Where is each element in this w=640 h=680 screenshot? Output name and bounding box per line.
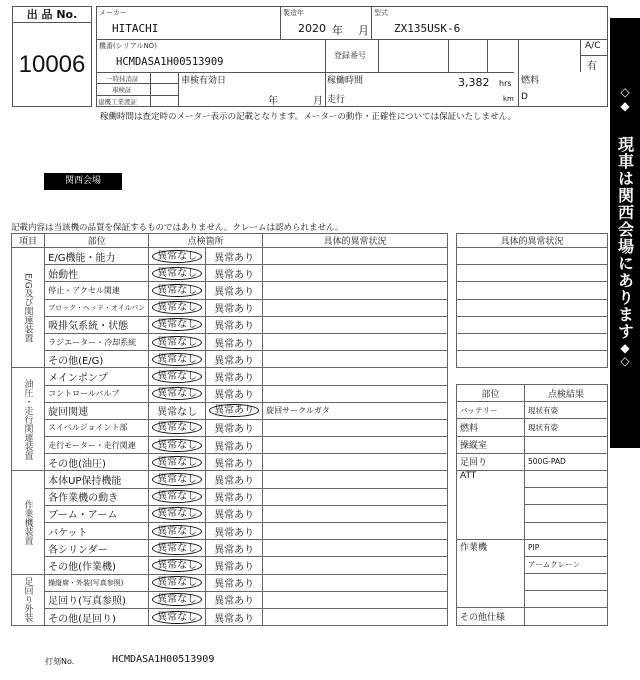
abnormal-detail	[263, 351, 448, 368]
filled-diamond-icon: ◆	[620, 99, 630, 113]
stamp-number-value: HCMDASA1H00513909	[112, 654, 215, 665]
status-normal-option	[149, 333, 206, 350]
inspection-row	[12, 282, 448, 299]
category-label: E/G及び関連装置	[12, 248, 45, 368]
abnormal-detail	[263, 368, 448, 385]
abnormal-detail-table	[456, 233, 608, 368]
status-normal-option	[149, 505, 206, 522]
status-abnormal-option	[206, 557, 263, 574]
abnormal-label: 異常あり	[214, 458, 255, 470]
status-normal-option	[149, 557, 206, 574]
status-normal-option	[149, 385, 206, 402]
status-abnormal-option	[206, 351, 263, 368]
status-abnormal-option	[206, 402, 263, 419]
result-value	[525, 522, 608, 539]
abnormal-label: 異常あり	[214, 390, 255, 402]
status-normal-option	[149, 351, 206, 368]
year-value: 2020	[298, 22, 326, 35]
abnormal-detail	[263, 557, 448, 574]
result-part: その他仕様	[457, 608, 525, 625]
status-abnormal-option	[206, 488, 263, 505]
abnormal-detail	[263, 591, 448, 608]
inspection-row	[12, 265, 448, 282]
inspection-row	[12, 248, 448, 265]
status-abnormal-option	[206, 299, 263, 316]
part-name: その他(油圧)	[45, 454, 149, 471]
status-abnormal-option	[206, 574, 263, 591]
result-value	[525, 488, 608, 505]
result-value	[525, 470, 608, 487]
result-part: 作業機	[457, 539, 525, 608]
year-label: 製造年	[283, 9, 304, 17]
abnormal-label: 異常あり	[214, 613, 255, 625]
travel-unit: km	[503, 95, 514, 103]
ac-value: 有	[587, 61, 597, 72]
normal-label: 異常なし	[152, 559, 202, 572]
abnormal-detail-row	[457, 351, 608, 368]
maker-value: HITACHI	[112, 22, 159, 35]
normal-label: 異常なし	[152, 490, 202, 503]
normal-label: 異常なし	[152, 387, 202, 400]
result-value	[525, 436, 608, 453]
maker-label: メーカー	[99, 9, 127, 17]
abnormal-detail	[263, 523, 448, 540]
result-header-result: 点検結果	[525, 385, 608, 402]
normal-label: 異常なし	[152, 473, 202, 486]
lot-number-box	[12, 6, 92, 107]
abnormal-label: 異常あり	[214, 321, 255, 333]
inspection-row	[12, 505, 448, 522]
status-abnormal-option	[206, 437, 263, 454]
location-banner-text: 現車は関西会場にあります	[615, 136, 635, 340]
model-value: ZX135USK-6	[394, 22, 461, 35]
inspection-table	[11, 233, 448, 626]
abnormal-label: 異常あり	[214, 476, 255, 488]
abnormal-label: 異常あり	[214, 527, 255, 539]
status-normal-option	[149, 419, 206, 436]
status-abnormal-option	[206, 248, 263, 265]
result-header-part: 部位	[457, 385, 525, 402]
result-value: アームクレーン	[525, 556, 608, 573]
abnormal-detail-row	[457, 316, 608, 333]
status-normal-option	[149, 282, 206, 299]
status-abnormal-option	[206, 316, 263, 333]
inspection-row	[12, 299, 448, 316]
result-row	[457, 539, 608, 556]
inspection-row	[12, 608, 448, 625]
result-row	[457, 470, 608, 487]
abnormal-detail-row	[457, 282, 608, 299]
abnormal-label: 異常あり	[214, 355, 255, 367]
status-normal-option	[149, 402, 206, 419]
part-name: 操縦席・外装(写真参照)	[45, 574, 149, 591]
result-value: 現状有姿	[525, 419, 608, 436]
status-normal-option	[149, 471, 206, 488]
part-name: その他(作業機)	[45, 557, 149, 574]
abnormal-label: 異常あり	[214, 596, 255, 608]
result-row	[457, 453, 608, 470]
abnormal-label: 異常あり	[214, 493, 255, 505]
normal-label: 異常なし	[152, 542, 202, 555]
abnormal-detail	[263, 299, 448, 316]
inspection-row	[12, 540, 448, 557]
result-value	[525, 505, 608, 522]
quality-disclaimer: 記載内容は当該機の品質を保証するものではありません。クレームは認められません。	[11, 223, 344, 233]
abnormal-label: 異常あり	[214, 372, 255, 384]
result-value: PIP	[525, 539, 608, 556]
status-normal-option	[149, 437, 206, 454]
status-normal-option	[149, 368, 206, 385]
status-abnormal-option	[206, 505, 263, 522]
normal-label: 異常なし	[152, 611, 202, 624]
part-name: ブロック・ヘッド・オイルパン	[45, 299, 149, 316]
inspection-row	[12, 557, 448, 574]
abnormal-detail	[263, 282, 448, 299]
location-banner	[610, 18, 640, 448]
abnormal-detail	[263, 471, 448, 488]
status-normal-option	[149, 574, 206, 591]
part-name: 本体UP保持機能	[45, 471, 149, 488]
header-part: 部位	[45, 234, 149, 248]
abnormal-detail-row	[457, 333, 608, 350]
normal-label: 異常なし	[152, 421, 202, 434]
normal-label: 異常なし	[152, 576, 202, 589]
abnormal-detail	[263, 454, 448, 471]
normal-label: 異常なし	[152, 456, 202, 469]
month-unit: 月	[358, 24, 369, 37]
result-part: ATT	[457, 470, 525, 539]
registration-label: 登録番号	[334, 51, 366, 60]
abnormal-label: 異常あり	[214, 424, 255, 436]
abnormal-detail	[263, 316, 448, 333]
abnormal-detail	[263, 540, 448, 557]
inspection-month-unit: 月	[313, 96, 323, 107]
status-normal-option	[149, 488, 206, 505]
part-name: ブーム・アーム	[45, 505, 149, 522]
year-unit: 年	[332, 24, 343, 37]
inspection-row	[12, 385, 448, 402]
status-abnormal-option	[206, 282, 263, 299]
abnormal-label: 異常あり	[214, 441, 255, 453]
serial-value: HCMDASA1H00513909	[116, 56, 224, 68]
hollow-diamond-icon: ◇	[620, 354, 630, 368]
abnormal-label: 異常あり	[214, 304, 255, 316]
abnormal-detail	[263, 265, 448, 282]
status-abnormal-option	[206, 385, 263, 402]
inspection-year-unit: 年	[268, 96, 278, 107]
result-part: 足回り	[457, 453, 525, 470]
hours-label: 稼働時間	[327, 76, 364, 86]
status-abnormal-option	[206, 523, 263, 540]
abnormal-label: 異常あり	[214, 286, 255, 298]
normal-label: 異常なし	[152, 250, 202, 263]
status-abnormal-option	[206, 540, 263, 557]
part-name: スイベルジョイント部	[45, 419, 149, 436]
normal-label: 異常なし	[152, 301, 202, 314]
part-name: 各シリンダー	[45, 540, 149, 557]
part-name: 走行モーター・走行関連	[45, 437, 149, 454]
abnormal-detail	[263, 505, 448, 522]
abnormal-label: 異常あり	[214, 252, 255, 264]
category-label: 足回り外装	[12, 574, 45, 626]
status-abnormal-option	[206, 265, 263, 282]
normal-label: 異常なし	[152, 507, 202, 520]
part-name: E/G機能・能力	[45, 248, 149, 265]
abnormal-label: 異常あり	[214, 338, 255, 350]
abnormal-detail-header: 具体的異常状況	[457, 234, 608, 248]
status-normal-option	[149, 540, 206, 557]
model-label: 型式	[374, 9, 388, 17]
inspection-row	[12, 471, 448, 488]
status-abnormal-option	[206, 368, 263, 385]
inspection-date-label: 車検有効日	[181, 76, 227, 86]
part-name: その他(足回り)	[45, 608, 149, 625]
result-part: バッテリー	[457, 402, 525, 419]
cert-machinery-label: 建機工業渡証	[98, 98, 137, 106]
result-part: 操縦室	[457, 436, 525, 453]
abnormal-detail	[263, 248, 448, 265]
part-name: 吸排気系統・状態	[45, 316, 149, 333]
part-name: 停止・アクセル関連	[45, 282, 149, 299]
status-abnormal-option	[206, 419, 263, 436]
abnormal-detail	[263, 333, 448, 350]
hours-disclaimer: 稼働時間は査定時のメーター表示の記載となります。メーターの動作・正確性については保証いたしません。	[100, 112, 517, 122]
venue-badge: 関西会場	[44, 173, 122, 190]
inspection-row	[12, 351, 448, 368]
normal-label: 異常なし	[152, 439, 202, 452]
abnormal-detail-row	[457, 299, 608, 316]
hours-unit: hrs	[499, 79, 512, 88]
abnormal-detail-row	[457, 248, 608, 265]
part-name: バケット	[45, 523, 149, 540]
result-part: 燃料	[457, 419, 525, 436]
status-normal-option	[149, 316, 206, 333]
abnormal-label: 異常あり	[214, 579, 255, 591]
normal-label: 異常なし	[152, 267, 202, 280]
status-abnormal-option	[206, 454, 263, 471]
hours-value: 3,382	[458, 76, 490, 89]
inspection-row	[12, 333, 448, 350]
abnormal-detail-row	[457, 265, 608, 282]
abnormal-detail	[263, 488, 448, 505]
inspection-table-header	[12, 234, 448, 248]
header-detail: 具体的異常状況	[263, 234, 448, 248]
abnormal-detail	[263, 437, 448, 454]
inspection-row	[12, 316, 448, 333]
status-abnormal-option	[206, 608, 263, 625]
abnormal-detail	[263, 419, 448, 436]
part-name: 各作業機の動き	[45, 488, 149, 505]
status-normal-option	[149, 265, 206, 282]
normal-label: 異常なし	[152, 318, 202, 331]
status-normal-option	[149, 608, 206, 625]
result-row	[457, 436, 608, 453]
normal-label: 異常なし	[152, 353, 202, 366]
abnormal-detail	[263, 608, 448, 625]
stamp-number-label: 打刻No.	[45, 657, 75, 666]
inspection-row	[12, 454, 448, 471]
category-label: 作業機装置	[12, 471, 45, 574]
result-value	[525, 608, 608, 625]
status-normal-option	[149, 591, 206, 608]
inspection-row	[12, 419, 448, 436]
status-normal-option	[149, 248, 206, 265]
abnormal-detail	[263, 574, 448, 591]
normal-label: 異常なし	[152, 525, 202, 538]
abnormal-label: 異常あり	[214, 269, 255, 281]
cert-inspection-label: 車検証	[112, 86, 132, 94]
result-row	[457, 608, 608, 625]
status-normal-option	[149, 454, 206, 471]
part-name: 始動性	[45, 265, 149, 282]
inspection-row	[12, 574, 448, 591]
part-name: 足回り(写真参照)	[45, 591, 149, 608]
status-abnormal-option	[206, 333, 263, 350]
abnormal-detail	[263, 385, 448, 402]
normal-label: 異常なし	[152, 336, 202, 349]
status-normal-option	[149, 523, 206, 540]
travel-label: 走行	[327, 95, 346, 105]
part-name: その他(E/G)	[45, 351, 149, 368]
serial-label: 機番(シリアルNO)	[99, 42, 157, 50]
part-name: メインポンプ	[45, 368, 149, 385]
fuel-value: D	[521, 92, 528, 102]
cert-temporary-label: 一時抹消証	[106, 75, 139, 83]
inspection-row	[12, 402, 448, 419]
lot-number: 10006	[18, 51, 86, 78]
filled-diamond-icon: ◆	[620, 341, 630, 355]
result-row	[457, 402, 608, 419]
inspection-row	[12, 488, 448, 505]
ac-label: A/C	[585, 41, 601, 51]
status-abnormal-option	[206, 471, 263, 488]
result-value	[525, 574, 608, 591]
status-abnormal-option	[206, 591, 263, 608]
part-name: ラジエーター・冷却系統	[45, 333, 149, 350]
abnormal-label: 異常あり	[214, 544, 255, 556]
abnormal-detail: 旋回サークルガタ	[263, 402, 448, 419]
result-value: 500G-PAD	[525, 453, 608, 470]
normal-label: 異常なし	[157, 407, 198, 419]
fuel-label: 燃料	[521, 76, 540, 86]
part-name: コントロールバルブ	[45, 385, 149, 402]
normal-label: 異常なし	[152, 284, 202, 297]
inspection-row	[12, 591, 448, 608]
lot-number-label: 出 品 No.	[13, 7, 91, 23]
abnormal-label: 異常あり	[209, 404, 259, 417]
header-category: 項目	[12, 234, 45, 248]
result-value: 現状有姿	[525, 402, 608, 419]
result-value	[525, 591, 608, 608]
hollow-diamond-icon: ◇	[620, 85, 630, 99]
header-check: 点検箇所	[149, 234, 263, 248]
part-name: 旋回関連	[45, 402, 149, 419]
status-normal-option	[149, 299, 206, 316]
normal-label: 異常なし	[152, 593, 202, 606]
inspection-row	[12, 523, 448, 540]
category-label: 油圧・走行関連装置	[12, 368, 45, 471]
abnormal-label: 異常あり	[214, 510, 255, 522]
result-row	[457, 419, 608, 436]
abnormal-label: 異常あり	[214, 561, 255, 573]
inspection-row	[12, 368, 448, 385]
normal-label: 異常なし	[152, 370, 202, 383]
inspection-row	[12, 437, 448, 454]
inspection-result-table	[456, 384, 608, 626]
